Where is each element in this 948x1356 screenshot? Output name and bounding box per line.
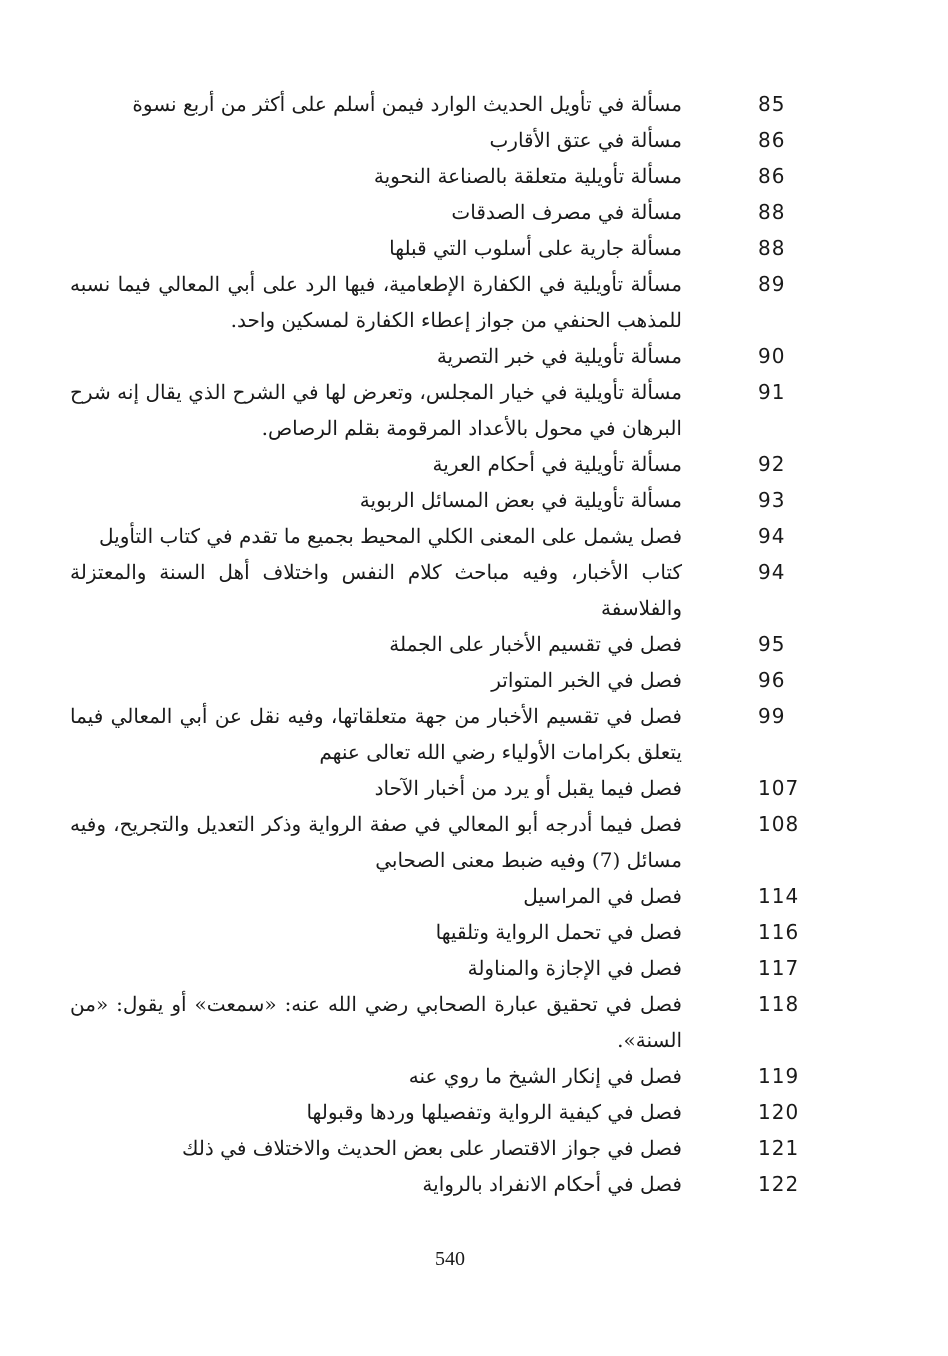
toc-entry bbox=[70, 1130, 830, 1166]
toc-title: مسألة جارية على أسلوب التي قبلها bbox=[389, 236, 682, 260]
toc-title: فصل فيما أدرجه أبو المعالي في صفة الرواية وذكر التعديل والتجريح، وفيه مسائل (7) وفيه ضبط معنى الصحابي bbox=[70, 812, 682, 872]
toc-page-number: 107 bbox=[758, 776, 800, 800]
toc-entry bbox=[70, 950, 830, 986]
toc-entry bbox=[70, 266, 830, 338]
toc-title: فصل في الخبر المتواتر bbox=[491, 668, 682, 692]
toc-entry bbox=[70, 1058, 830, 1094]
toc-entry bbox=[70, 1166, 830, 1202]
toc-page-number: 121 bbox=[758, 1136, 800, 1160]
toc-page-number: 92 bbox=[758, 452, 786, 476]
toc-page-number: 96 bbox=[758, 668, 786, 692]
toc-entry bbox=[70, 518, 830, 554]
toc-page-number: 118 bbox=[758, 992, 800, 1016]
toc-title: فصل في إنكار الشيخ ما روي عنه bbox=[408, 1064, 682, 1088]
toc-page-number: 88 bbox=[758, 236, 786, 260]
toc-page-number: 108 bbox=[758, 812, 800, 836]
toc-page-number: 120 bbox=[758, 1100, 800, 1124]
toc-page-number: 99 bbox=[758, 704, 786, 728]
toc-entry bbox=[70, 374, 830, 446]
toc-title: فصل في كيفية الرواية وتفصيلها وردها وقبولها bbox=[306, 1100, 682, 1124]
toc-entry bbox=[70, 914, 830, 950]
toc-entry bbox=[70, 122, 830, 158]
toc-entry bbox=[70, 1094, 830, 1130]
toc-title: فصل فيما يقبل أو يرد من أخبار الآحاد bbox=[374, 776, 682, 800]
toc-entry bbox=[70, 554, 830, 626]
toc-page-number: 91 bbox=[758, 380, 786, 404]
toc-entry bbox=[70, 662, 830, 698]
toc-page-number: 116 bbox=[758, 920, 800, 944]
toc-entry bbox=[70, 626, 830, 662]
toc-title: مسألة في مصرف الصدقات bbox=[451, 200, 682, 224]
toc-title: مسألة تأويلية في خبر التصرية bbox=[436, 344, 682, 368]
toc-entry bbox=[70, 230, 830, 266]
toc-title: مسألة تأويلية في أحكام العرية bbox=[432, 452, 682, 476]
toc-page-number: 119 bbox=[758, 1064, 800, 1088]
toc-entry bbox=[70, 986, 830, 1058]
toc-entry bbox=[70, 446, 830, 482]
toc-page-number: 89 bbox=[758, 272, 786, 296]
toc-page-number: 86 bbox=[758, 128, 786, 152]
toc-title: فصل في تقسيم الأخبار من جهة متعلقاتها، وفيه نقل عن أبي المعالي فيما يتعلق بكرامات الأولياء رضي الله تعالى عنهم bbox=[70, 704, 682, 764]
toc-entry bbox=[70, 770, 830, 806]
toc-page-number: 85 bbox=[758, 92, 786, 116]
toc-title: مسألة تأويلية في خيار المجلس، وتعرض لها في الشرح الذي يقال إنه شرح البرهان في محول بالأعداد المرقومة بقلم الرصاص. bbox=[70, 380, 682, 440]
toc-page-number: 122 bbox=[758, 1172, 800, 1196]
toc-page-number: 117 bbox=[758, 956, 800, 980]
toc-title: مسألة تأويلية في الكفارة الإطعامية، فيها الرد على أبي المعالي فيما نسبه للمذهب الحنفي من جواز إعطاء الكفارة لمسكين واحد. bbox=[70, 272, 682, 332]
toc-entry bbox=[70, 158, 830, 194]
toc-title: مسألة تأويلية في بعض المسائل الربوية bbox=[359, 488, 682, 512]
toc-title: مسألة تأويلية متعلقة بالصناعة النحوية bbox=[373, 164, 682, 188]
toc-page-number: 93 bbox=[758, 488, 786, 512]
toc-page-number: 86 bbox=[758, 164, 786, 188]
toc-title: فصل يشمل على المعنى الكلي المحيط بجميع ما تقدم في كتاب التأويل bbox=[99, 524, 682, 548]
toc-entry bbox=[70, 338, 830, 374]
toc-page-number: 90 bbox=[758, 344, 786, 368]
toc-title: فصل في تحقيق عبارة الصحابي رضي الله عنه: «سمعت» أو يقول: «من السنة». bbox=[70, 992, 682, 1052]
page-number: 540 bbox=[435, 1248, 465, 1270]
toc-title: فصل في أحكام الانفراد بالرواية bbox=[422, 1172, 682, 1196]
toc-page-number: 114 bbox=[758, 884, 800, 908]
toc-entry bbox=[70, 86, 830, 122]
toc-title: فصل في تقسيم الأخبار على الجملة bbox=[389, 632, 682, 656]
toc-page-number: 94 bbox=[758, 560, 786, 584]
table-of-contents bbox=[70, 86, 830, 1202]
toc-title: فصل في المراسيل bbox=[523, 884, 682, 908]
toc-entry bbox=[70, 482, 830, 518]
toc-entry bbox=[70, 806, 830, 878]
toc-title: فصل في تحمل الرواية وتلقيها bbox=[435, 920, 682, 944]
toc-entry bbox=[70, 194, 830, 230]
toc-entry bbox=[70, 878, 830, 914]
toc-title: كتاب الأخبار، وفيه مباحث كلام النفس واختلاف أهل السنة والمعتزلة والفلاسفة bbox=[70, 560, 682, 620]
toc-title: مسألة في تأويل الحديث الوارد فيمن أسلم على أكثر من أربع نسوة bbox=[132, 92, 682, 116]
toc-title: فصل في جواز الاقتصار على بعض الحديث والاختلاف في ذلك bbox=[181, 1136, 682, 1160]
toc-page-number: 88 bbox=[758, 200, 786, 224]
toc-page-number: 94 bbox=[758, 524, 786, 548]
toc-entry bbox=[70, 698, 830, 770]
toc-title: مسألة في عتق الأقارب bbox=[489, 128, 682, 152]
toc-page-number: 95 bbox=[758, 632, 786, 656]
toc-title: فصل في الإجازة والمناولة bbox=[467, 956, 682, 980]
